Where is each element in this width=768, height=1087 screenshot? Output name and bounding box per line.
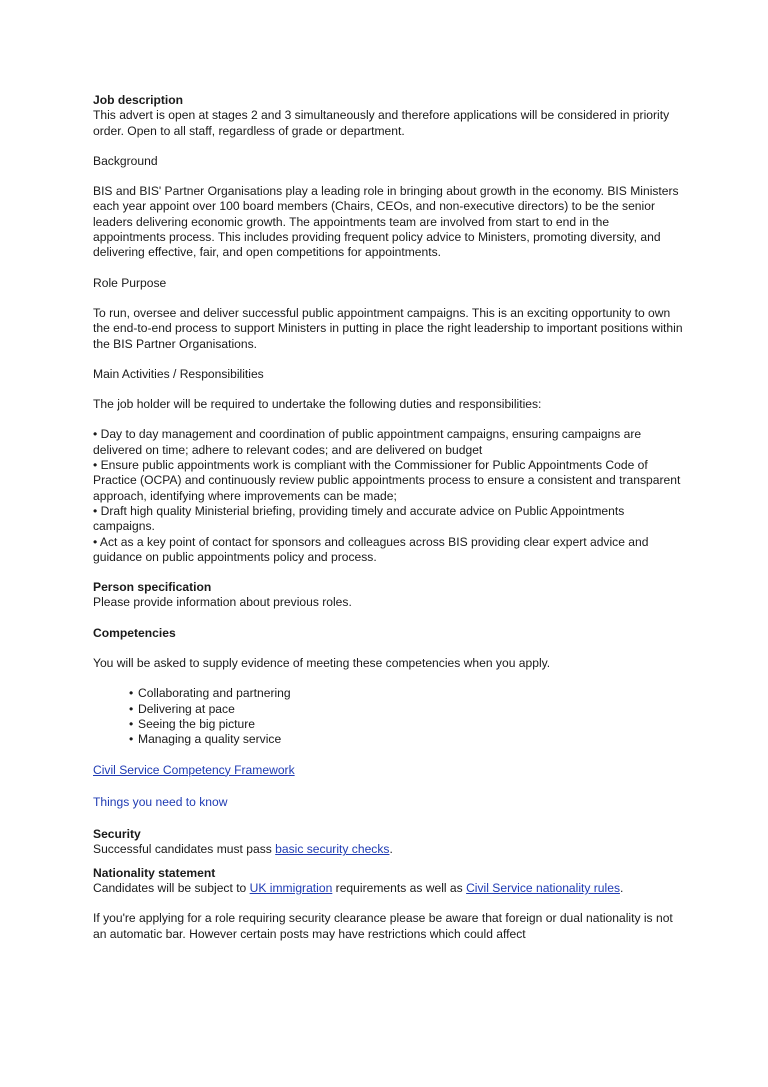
- person-spec-text: Please provide information about previous roles.: [93, 595, 352, 610]
- uk-immigration-link[interactable]: UK immigration: [249, 880, 333, 895]
- security-text: Successful candidates must pass basic security checks.: [93, 842, 393, 857]
- role-purpose-text: To run, oversee and deliver successful public appointment campaigns. This is an exciting opportunity to own the end-to-end process to support Ministers in putting in place the right leadership to important positions within the BIS Partner Organisations.: [93, 305, 683, 351]
- security-checks-link[interactable]: basic security checks: [275, 842, 390, 857]
- activity-item: • Ensure public appointments work is compliant with the Commissioner for Public Appointments Code of Practice (OCPA) and continuously review public appointments process to ensure a consistent and transparent approach, identifying where improvements can be made;: [93, 458, 681, 503]
- activities-intro: The job holder will be required to undertake the following duties and responsibilities:: [93, 397, 542, 412]
- things-to-know-heading: Things you need to know: [93, 794, 228, 809]
- nationality-rules-link[interactable]: Civil Service nationality rules: [466, 880, 620, 895]
- background-text: BIS and BIS' Partner Organisations play a leading role in bringing about growth in the economy. BIS Ministers each year appoint over 100 board members (Chairs, CEOs, and non-executive directors) to be the senior leaders delivering economic growth. The appointments team are involved from start to end in the appointments process. This includes providing frequent policy advice to Ministers, promoting diversity, and delivering effective, fair, and open competitions for appointments.: [93, 184, 679, 260]
- role-purpose-heading: Role Purpose: [93, 275, 167, 290]
- security-heading: Security: [93, 827, 141, 842]
- clearance-text: If you're applying for a role requiring security clearance please be aware that foreign or dual nationality is not an automatic bar. However certain posts may have restrictions which could affect: [93, 911, 673, 941]
- competencies-list: [93, 686, 683, 747]
- job-description-heading: Job description: [93, 93, 184, 107]
- activity-item: • Act as a key point of contact for sponsors and colleagues across BIS providing clear expert advice and guidance on public appointments policy and process.: [93, 534, 649, 564]
- nationality-text: Candidates will be subject to UK immigration requirements as well as Civil Service nationality rules.: [93, 880, 624, 895]
- competencies-intro: You will be asked to supply evidence of meeting these competencies when you apply.: [93, 656, 551, 671]
- activity-item: • Draft high quality Ministerial briefing, providing timely and accurate advice on Public Appointments campaigns.: [93, 503, 625, 534]
- competency-item: • Collaborating and partnering: [129, 686, 683, 701]
- activity-item: • Day to day management and coordination of public appointment campaigns, ensuring campaigns are delivered on time; adhere to relevant codes; and are delivered on budget: [93, 427, 642, 457]
- competency-item: • Seeing the big picture: [129, 717, 683, 732]
- activities-heading: Main Activities / Responsibilities: [93, 366, 264, 381]
- competency-item: • Delivering at pace: [129, 702, 683, 717]
- nationality-heading: Nationality statement: [93, 865, 216, 880]
- background-heading: Background: [93, 153, 158, 168]
- competency-framework-link[interactable]: Civil Service Competency Framework: [93, 762, 295, 777]
- person-spec-heading: Person specification: [93, 580, 212, 595]
- competency-item: • Managing a quality service: [129, 732, 683, 747]
- competencies-heading: Competencies: [93, 625, 176, 640]
- document-page: [93, 93, 683, 942]
- job-description-intro: This advert is open at stages 2 and 3 simultaneously and therefore applications will be considered in priority order. Open to all staff, regardless of grade or department.: [93, 108, 670, 138]
